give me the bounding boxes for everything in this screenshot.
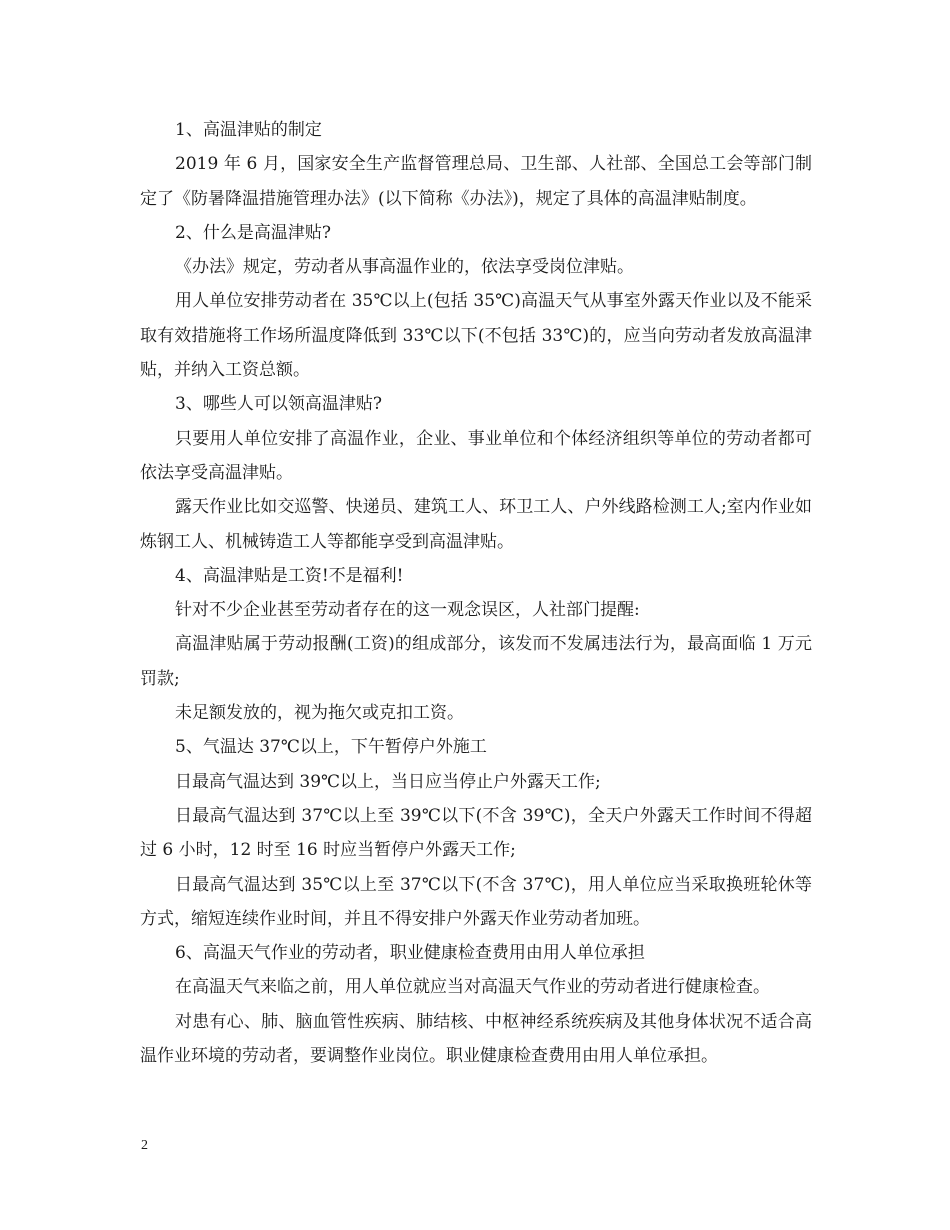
paragraph: 高温津贴属于劳动报酬(工资)的组成部分，该发而不发属违法行为，最高面临 1 万元罚款; [140,634,812,689]
paragraph: 日最高气温达到 35℃以上至 37℃以下(不含 37℃)，用人单位应当采取换班轮休等方式，缩短连续作业时间，并且不得安排户外露天作业劳动者加班。 [140,874,812,929]
page-number: 2 [141,1138,148,1153]
section-heading: 6、高温天气作业的劳动者，职业健康检查费用由用人单位承担 [175,943,645,964]
paragraph: 在高温天气来临之前，用人单位就应当对高温天气作业的劳动者进行健康检查。 [175,977,770,998]
paragraph: 日最高气温达到 37℃以上至 39℃以下(不含 39℃)，全天户外露天工作时间不得超过 6 小时，12 时至 16 时应当暂停户外露天工作; [140,805,812,861]
section-heading: 3、哪些人可以领高温津贴? [175,394,382,415]
section-heading: 4、高温津贴是工资!不是福利! [175,565,404,586]
paragraph: 2019 年 6 月，国家安全生产监督管理总局、卫生部、人社部、全国总工会等部门制定了《防暑降温措施管理办法》(以下简称《办法》)，规定了具体的高温津贴制度。 [140,154,812,209]
paragraph: 用人单位安排劳动者在 35℃以上(包括 35℃)高温天气从事室外露天作业以及不能采取有效措施将工作场所温度降低到 33℃以下(不包括 33℃)的，应当向劳动者发放高温津贴，并纳入工资总额。 [140,291,812,381]
paragraph: 只要用人单位安排了高温作业，企业、事业单位和个体经济组织等单位的劳动者都可依法享受高温津贴。 [140,428,812,483]
paragraph: 露天作业比如交巡警、快递员、建筑工人、环卫工人、户外线路检测工人;室内作业如炼钢工人、机械铸造工人等都能享受到高温津贴。 [140,497,812,552]
paragraph: 对患有心、肺、脑血管性疾病、肺结核、中枢神经系统疾病及其他身体状况不适合高温作业环境的劳动者，要调整作业岗位。职业健康检查费用由用人单位承担。 [140,1011,812,1067]
paragraph: 《办法》规定，劳动者从事高温作业的，依法享受岗位津贴。 [175,257,634,278]
section-heading: 5、气温达 37℃以上，下午暂停户外施工 [175,737,487,758]
section-heading: 1、高温津贴的制定 [175,120,322,140]
document-body [140,113,812,1073]
paragraph: 针对不少企业甚至劳动者存在的这一观念误区，人社部门提醒: [175,600,640,621]
paragraph: 未足额发放的，视为拖欠或克扣工资。 [175,703,464,724]
paragraph: 日最高气温达到 39℃以上，当日应当停止户外露天工作; [175,771,601,792]
section-heading: 2、什么是高温津贴? [175,222,331,243]
